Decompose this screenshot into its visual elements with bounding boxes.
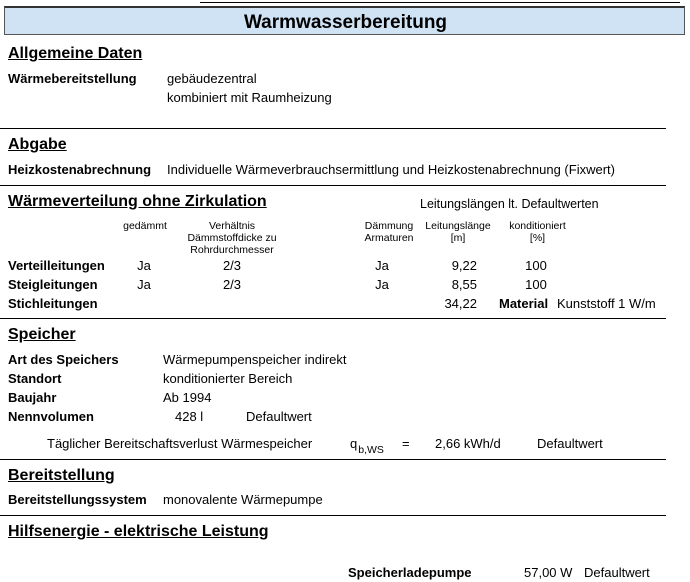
header-verhaeltnis-3: Rohrdurchmesser bbox=[190, 244, 274, 256]
divider-5 bbox=[0, 515, 666, 516]
divider-2 bbox=[0, 185, 666, 186]
row-label-verteilleitungen: Verteilleitungen bbox=[8, 258, 105, 273]
row-daemmung: Ja bbox=[375, 258, 389, 273]
waermebereitstellung-value-2: kombiniert mit Raumheizung bbox=[167, 90, 332, 105]
section-heading-verteilung: Wärmeverteilung ohne Zirkulation bbox=[8, 193, 267, 210]
divider-1 bbox=[0, 128, 666, 129]
bereitschaftsverlust-symbol bbox=[350, 436, 384, 456]
header-verhaeltnis-2: Dämmstoffdicke zu bbox=[187, 232, 277, 244]
row-laenge: 8,55 bbox=[451, 277, 477, 292]
speicherladepumpe-value: 57,00 W bbox=[524, 565, 573, 580]
title-bar bbox=[4, 6, 685, 35]
section-heading-abgabe: Abgabe bbox=[8, 136, 67, 153]
row-label-stichleitungen: Stichleitungen bbox=[8, 296, 98, 311]
bereitstellungssystem-value: monovalente Wärmepumpe bbox=[163, 492, 323, 507]
verlust-symbol: q bbox=[350, 436, 358, 451]
bereitschaftsverlust-label: Täglicher Bereitschaftsverlust Wärmespeicher bbox=[47, 436, 313, 451]
page-title: Warmwasserbereitung bbox=[243, 12, 448, 33]
row-verhaeltnis: 2/3 bbox=[222, 277, 242, 292]
row-laenge: 9,22 bbox=[451, 258, 477, 273]
header-daemmung-2: Armaturen bbox=[364, 232, 414, 244]
material-label: Material bbox=[499, 296, 549, 311]
leitungslaengen-note: Leitungslängen lt. Defaultwerten bbox=[420, 197, 599, 211]
row-kond: 100 bbox=[525, 277, 547, 292]
row-gedaemmt: Ja bbox=[137, 258, 151, 273]
divider-3 bbox=[0, 318, 666, 319]
speicherladepumpe-label: Speicherladepumpe bbox=[348, 565, 472, 580]
header-laenge-2: [m] bbox=[450, 232, 466, 244]
verlust-subscript: b,WS bbox=[358, 444, 384, 456]
section-heading-hilfsenergie: Hilfsenergie - elektrische Leistung bbox=[8, 523, 269, 540]
header-gedaemmt: gedämmt bbox=[123, 220, 167, 232]
waermebereitstellung-value-1: gebäudezentral bbox=[167, 71, 257, 86]
waermebereitstellung-label: Wärmebereitstellung bbox=[8, 71, 137, 86]
section-heading-bereitstellung: Bereitstellung bbox=[8, 467, 115, 484]
header-kond-2: [%] bbox=[529, 232, 546, 244]
speicher-art-value: Wärmepumpenspeicher indirekt bbox=[163, 352, 347, 367]
row-kond: 100 bbox=[525, 258, 547, 273]
baujahr-value: Ab 1994 bbox=[163, 390, 212, 405]
row-daemmung: Ja bbox=[375, 277, 389, 292]
row-gedaemmt: Ja bbox=[137, 277, 151, 292]
nennvolumen-value: 428 l bbox=[175, 409, 204, 424]
speicher-art-label: Art des Speichers bbox=[8, 352, 119, 367]
baujahr-label: Baujahr bbox=[8, 390, 57, 405]
standort-label: Standort bbox=[8, 371, 62, 386]
header-kond-1: konditioniert bbox=[509, 220, 566, 232]
header-laenge-1: Leitungslänge bbox=[425, 220, 491, 232]
heizkostenabrechnung-value: Individuelle Wärmeverbrauchsermittlung und Heizkostenabrechnung (Fixwert) bbox=[167, 162, 615, 177]
row-verhaeltnis: 2/3 bbox=[222, 258, 242, 273]
divider-4 bbox=[0, 459, 666, 460]
bereitstellungssystem-label: Bereitstellungssystem bbox=[8, 492, 147, 507]
speicherladepumpe-note: Defaultwert bbox=[584, 565, 650, 580]
section-heading-speicher: Speicher bbox=[8, 326, 76, 343]
bereitschaftsverlust-value: 2,66 kWh/d bbox=[435, 436, 501, 451]
nennvolumen-note: Defaultwert bbox=[246, 409, 312, 424]
row-label-steigleitungen: Steigleitungen bbox=[8, 277, 98, 292]
material-value: Kunststoff 1 W/m bbox=[557, 296, 656, 311]
heizkostenabrechnung-label: Heizkostenabrechnung bbox=[8, 162, 152, 177]
section-heading-allgemein: Allgemeine Daten bbox=[8, 45, 143, 62]
top-divider bbox=[200, 2, 680, 3]
header-daemmung-1: Dämmung bbox=[364, 220, 414, 232]
standort-value: konditionierter Bereich bbox=[163, 371, 293, 386]
bereitschaftsverlust-equals: = bbox=[402, 436, 410, 451]
row-laenge: 34,22 bbox=[444, 296, 477, 311]
bereitschaftsverlust-note: Defaultwert bbox=[537, 436, 603, 451]
nennvolumen-label: Nennvolumen bbox=[8, 409, 94, 424]
header-verhaeltnis-1: Verhältnis bbox=[208, 220, 256, 232]
